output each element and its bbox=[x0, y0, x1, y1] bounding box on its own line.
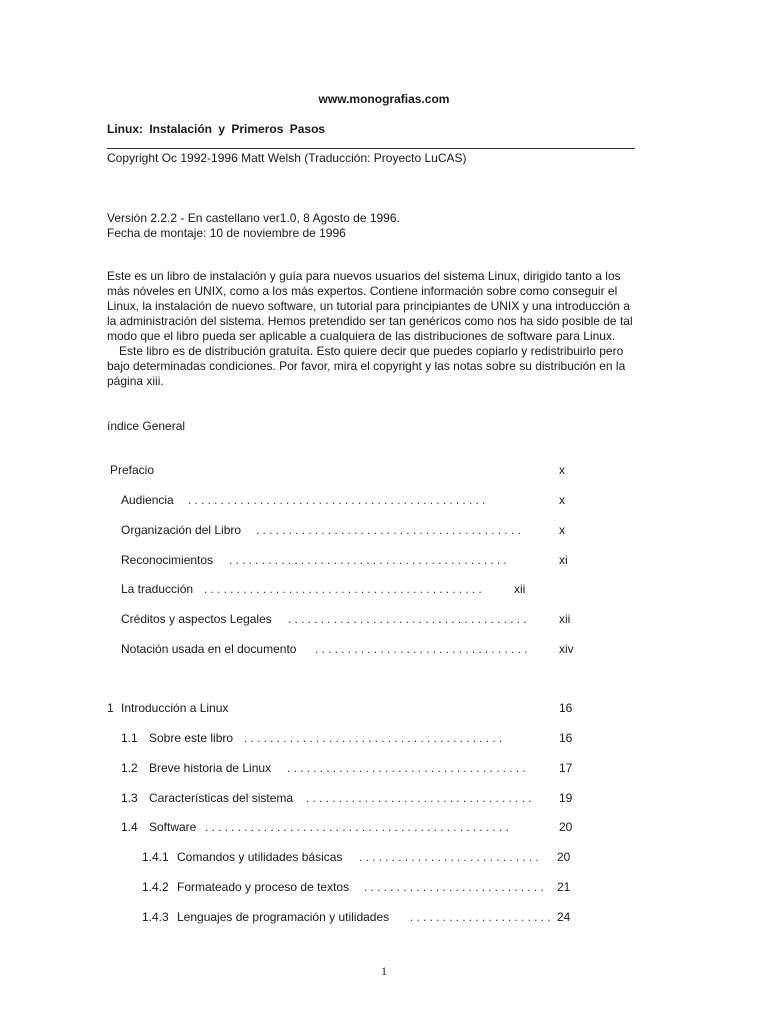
toc-leader-dots: ......................................... bbox=[256, 523, 524, 537]
toc-entry-page: x bbox=[559, 523, 565, 537]
toc-leader-dots: ............................................... bbox=[205, 820, 513, 834]
toc-leader-dots: ........................................ bbox=[244, 731, 506, 745]
toc-entry-label: Organización del Libro bbox=[121, 523, 242, 537]
toc-leader-dots: ................................... bbox=[306, 791, 535, 805]
toc-leader-dots: ................................. bbox=[315, 642, 531, 656]
toc-leader-dots: ........................................... bbox=[204, 582, 485, 596]
toc-leader-dots: .............................................. bbox=[188, 493, 489, 507]
toc-entry-page: xii bbox=[514, 582, 526, 596]
toc-entry-page: 16 bbox=[559, 701, 573, 715]
toc-entry-label: Comandos y utilidades básicas bbox=[177, 850, 343, 864]
toc-leader-dots: ...................... bbox=[410, 910, 554, 924]
toc-leader-dots: ..................................... bbox=[288, 612, 530, 626]
toc-entry-page: xiv bbox=[559, 642, 574, 656]
site-url: www.monografias.com bbox=[318, 92, 450, 106]
toc-entry-page: x bbox=[559, 463, 565, 477]
toc-entry-number: 1.4.1 bbox=[142, 850, 169, 864]
toc-entry-number: 1.4 bbox=[121, 820, 138, 834]
toc-entry-label: Notación usada en el documento bbox=[121, 642, 297, 656]
toc-entry-label: Audiencia bbox=[121, 493, 174, 507]
toc-entry-page: xi bbox=[559, 553, 568, 567]
toc-entry-number: 1.4.2 bbox=[142, 880, 169, 894]
toc-entry-label: Formateado y proceso de textos bbox=[177, 880, 350, 894]
intro-line: Este es un libro de instalación y guía para nuevos usuarios del sistema Linux, dirigido tanto a los bbox=[107, 269, 621, 283]
toc-entry-number: 1.1 bbox=[121, 731, 138, 745]
toc-leader-dots: ............................ bbox=[359, 850, 542, 864]
intro-line: página xiii. bbox=[107, 374, 164, 388]
toc-entry-number: 1 bbox=[107, 701, 114, 715]
toc-entry-page: 17 bbox=[559, 761, 573, 775]
toc-entry-number: 1.2 bbox=[121, 761, 138, 775]
document-title: Linux: Instalación y Primeros Pasos bbox=[107, 122, 326, 136]
toc-entry-label: Lenguajes de programación y utilidades bbox=[177, 910, 390, 924]
toc-entry-label: Introducción a Linux bbox=[121, 701, 229, 715]
toc-entry-page: 21 bbox=[557, 880, 571, 894]
intro-paragraph bbox=[107, 269, 667, 389]
intro-line: Este libro es de distribución gratuíta. Esto quiere decir que puedes copiarlo y redistribuirlo pero bbox=[119, 344, 624, 358]
intro-line: la administración del sistema. Hemos pretendido ser tan genéricos como nos ha sido posible de tal bbox=[107, 314, 633, 328]
intro-line: bajo determinadas condiciones. Por favor, mira el copyright y las notas sobre su distribución en la bbox=[107, 359, 626, 373]
toc-heading: índice General bbox=[107, 419, 186, 433]
toc-entry-page: 20 bbox=[559, 820, 573, 834]
toc-entry-number: 1.3 bbox=[121, 791, 138, 805]
title-rule bbox=[107, 148, 635, 149]
toc-entry-page: xii bbox=[559, 612, 571, 626]
toc-leader-dots: ........................................... bbox=[229, 553, 510, 567]
intro-line: más nóveles en UNIX, como a los más expertos. Contiene información sobre como conseguir el bbox=[107, 284, 618, 298]
toc-leader-dots: ............................ bbox=[364, 880, 547, 894]
toc-entry-label: Reconocimientos bbox=[121, 553, 214, 567]
toc-entry-label: Prefacio bbox=[110, 463, 155, 477]
version-line: Versión 2.2.2 - En castellano ver1.0, 8 Agosto de 1996. bbox=[107, 211, 400, 225]
toc-entry-page: x bbox=[559, 493, 565, 507]
toc-entry-label: Sobre este libro bbox=[149, 731, 234, 745]
toc-entry-label: La traducción bbox=[121, 582, 194, 596]
toc-entry-page: 16 bbox=[559, 731, 573, 745]
toc-entry-label: Breve historia de Linux bbox=[149, 761, 272, 775]
intro-line: modo que el libro pueda ser aplicable a cualquiera de las distribuciones de software para Linux. bbox=[107, 329, 616, 343]
toc-entry-label: Software bbox=[149, 820, 197, 834]
page-number: 1 bbox=[381, 964, 387, 978]
toc-leader-dots: ..................................... bbox=[287, 761, 529, 775]
toc-entry-label: Características del sistema bbox=[149, 791, 294, 805]
toc-entry-page: 24 bbox=[557, 910, 571, 924]
toc-entry-number: 1.4.3 bbox=[142, 910, 169, 924]
toc-entry-page: 20 bbox=[557, 850, 571, 864]
intro-line: Linux, la instalación de nuevo software, un tutorial para principiantes de UNIX y una introducción a bbox=[107, 299, 630, 313]
toc-entry-page: 19 bbox=[559, 791, 573, 805]
build-date-line: Fecha de montaje: 10 de noviembre de 1996 bbox=[107, 226, 346, 240]
toc-entry-label: Créditos y aspectos Legales bbox=[121, 612, 272, 626]
copyright-line: Copyright Oc 1992-1996 Matt Welsh (Traducción: Proyecto LuCAS) bbox=[107, 151, 467, 165]
